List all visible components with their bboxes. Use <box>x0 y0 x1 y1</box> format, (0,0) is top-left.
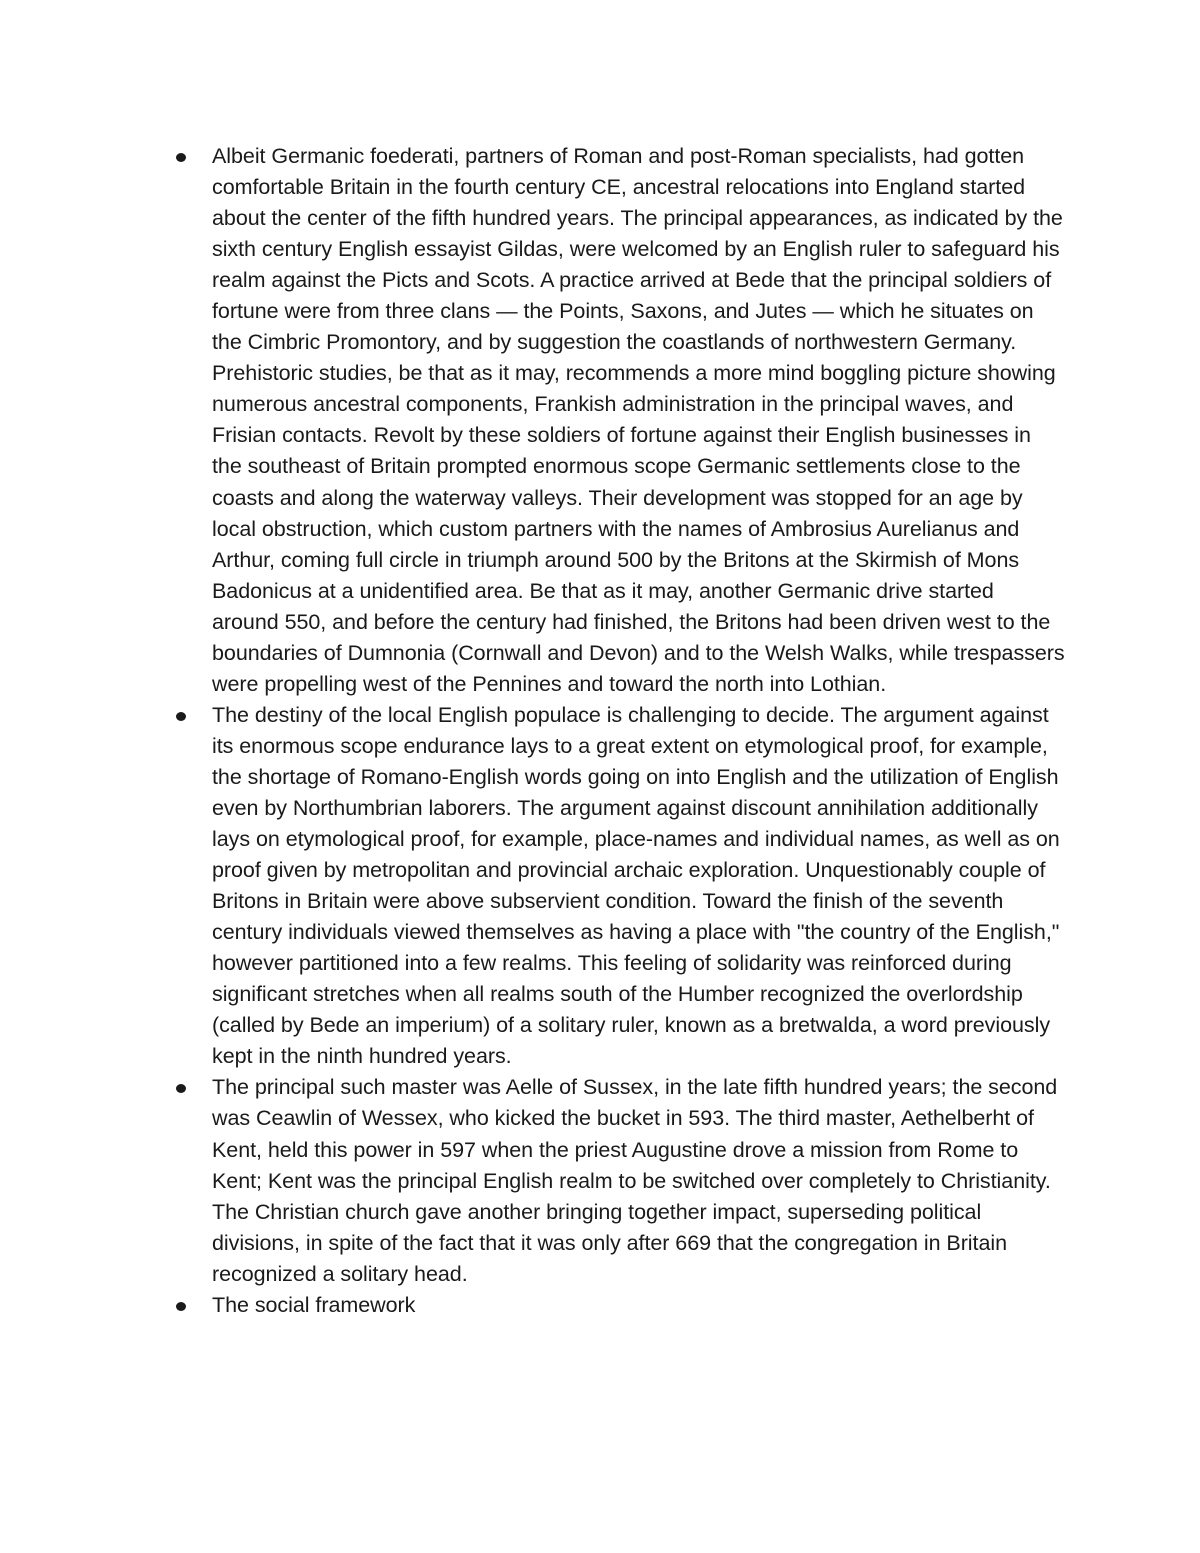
paragraph-text: The destiny of the local English populace is challenging to decide. The argument against its enormous scope endurance lays to a great extent on etymological proof, for example, the shortage of Romano-English words going on into English and the utilization of English even by Northumbrian laborers. The argument against discount annihilation additionally lays on etymological proof, for example, place-names and individual names, as well as on proof given by metropolitan and provincial archaic exploration. Unquestionably couple of Britons in Britain were above subservient condition. Toward the finish of the seventh century individuals viewed themselves as having a place with "the country of the English," however partitioned into a few realms. This feeling of solidarity was reinforced during significant stretches when all realms south of the Humber recognized the overlordship (called by Bede an imperium) of a solitary ruler, known as a bretwalda, a word previously kept in the ninth hundred years. <box>212 702 1060 1069</box>
bullet-icon <box>176 1302 186 1311</box>
bullet-icon <box>176 712 186 721</box>
list-item <box>176 141 1066 700</box>
bullet-icon <box>176 153 186 162</box>
bullet-list <box>176 141 1066 1321</box>
bullet-icon <box>176 1084 186 1093</box>
list-item <box>176 1290 1066 1321</box>
list-item <box>176 1072 1066 1289</box>
paragraph-text: The principal such master was Aelle of Sussex, in the late fifth hundred years; the second was Ceawlin of Wessex, who kicked the bucket in 593. The third master, Aethelberht of Kent, held this power in 597 when the priest Augustine drove a mission from Rome to Kent; Kent was the principal English realm to be switched over completely to Christianity. The Christian church gave another bringing together impact, superseding political divisions, in spite of the fact that it was only after 669 that the congregation in Britain recognized a solitary head. <box>212 1075 1058 1286</box>
paragraph-text: Albeit Germanic foederati, partners of Roman and post-Roman specialists, had gotten comfortable Britain in the fourth century CE, ancestral relocations into England started about the center of the fifth hundred years. The principal appearances, as indicated by the sixth century English essayist Gildas, were welcomed by an English ruler to safeguard his realm against the Picts and Scots. A practice arrived at Bede that the principal soldiers of fortune were from three clans — the Points, Saxons, and Jutes — which he situates on the Cimbric Promontory, and by suggestion the coastlands of northwestern Germany. Prehistoric studies, be that as it may, recommends a more mind boggling picture showing numerous ancestral components, Frankish administration in the principal waves, and Frisian contacts. Revolt by these soldiers of fortune against their English businesses in the southeast of Britain prompted enormous scope Germanic settlements close to the coasts and along the waterway valleys. Their development was stopped for an age by local obstruction, which custom partners with the names of Ambrosius Aurelianus and Arthur, coming full circle in triumph around 500 by the Britons at the Skirmish of Mons Badonicus at a unidentified area. Be that as it may, another Germanic drive started around 550, and before the century had finished, the Britons had been driven west to the boundaries of Dumnonia (Cornwall and Devon) and to the Welsh Walks, while trespassers were propelling west of the Pennines and toward the north into Lothian. <box>212 144 1065 696</box>
list-item <box>176 700 1066 1073</box>
paragraph-text: The social framework <box>212 1292 416 1317</box>
